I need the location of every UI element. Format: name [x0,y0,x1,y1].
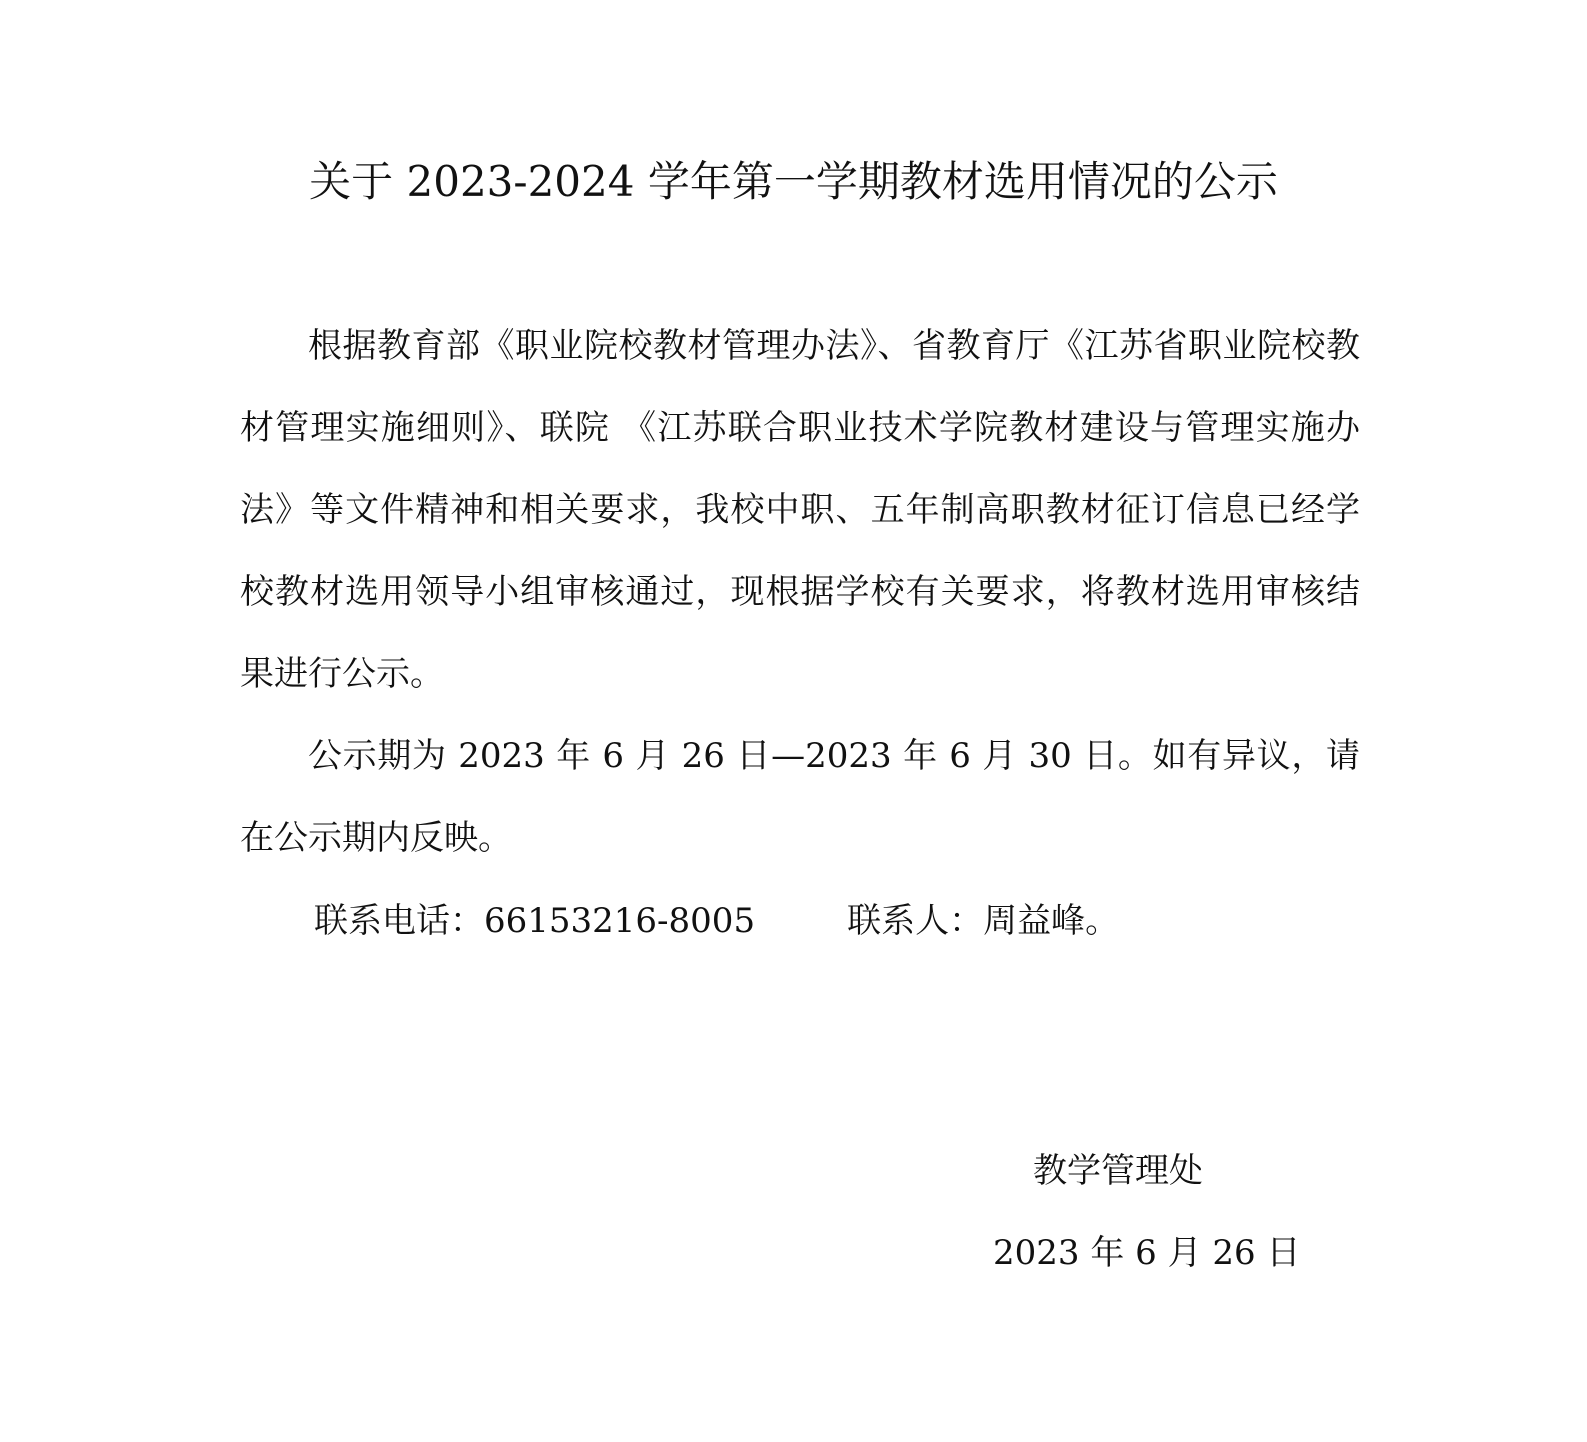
document-title: 关于 2023-2024 学年第一学期教材选用情况的公示 [309,157,1278,206]
contact-phone: 联系电话：66153216-8005 [314,901,756,941]
body-paragraph-2: 公示期为 2023 年 6 月 26 日—2023 年 6 月 30 日。如有异议，请在公示期内反映。 [240,736,1360,858]
contact-person: 联系人：周益峰。 [847,901,1120,941]
contact-line [314,880,1119,962]
signature-date: 2023 年 6 月 26 日 [993,1233,1301,1273]
body-paragraph-1: 根据教育部《职业院校教材管理办法》、省教育厅《江苏省职业院校教材管理实施细则》、联院 《江苏联合职业技术学院教材建设与管理实施办法》等文件精神和相关要求，我校中职、五年制高职教材征订信息已经学校教材选用领导小组审核通过，现根据学校有关要求，将教材选用审核结果进行公示。 [240,326,1360,694]
signature-department: 教学管理处 [1033,1151,1203,1191]
